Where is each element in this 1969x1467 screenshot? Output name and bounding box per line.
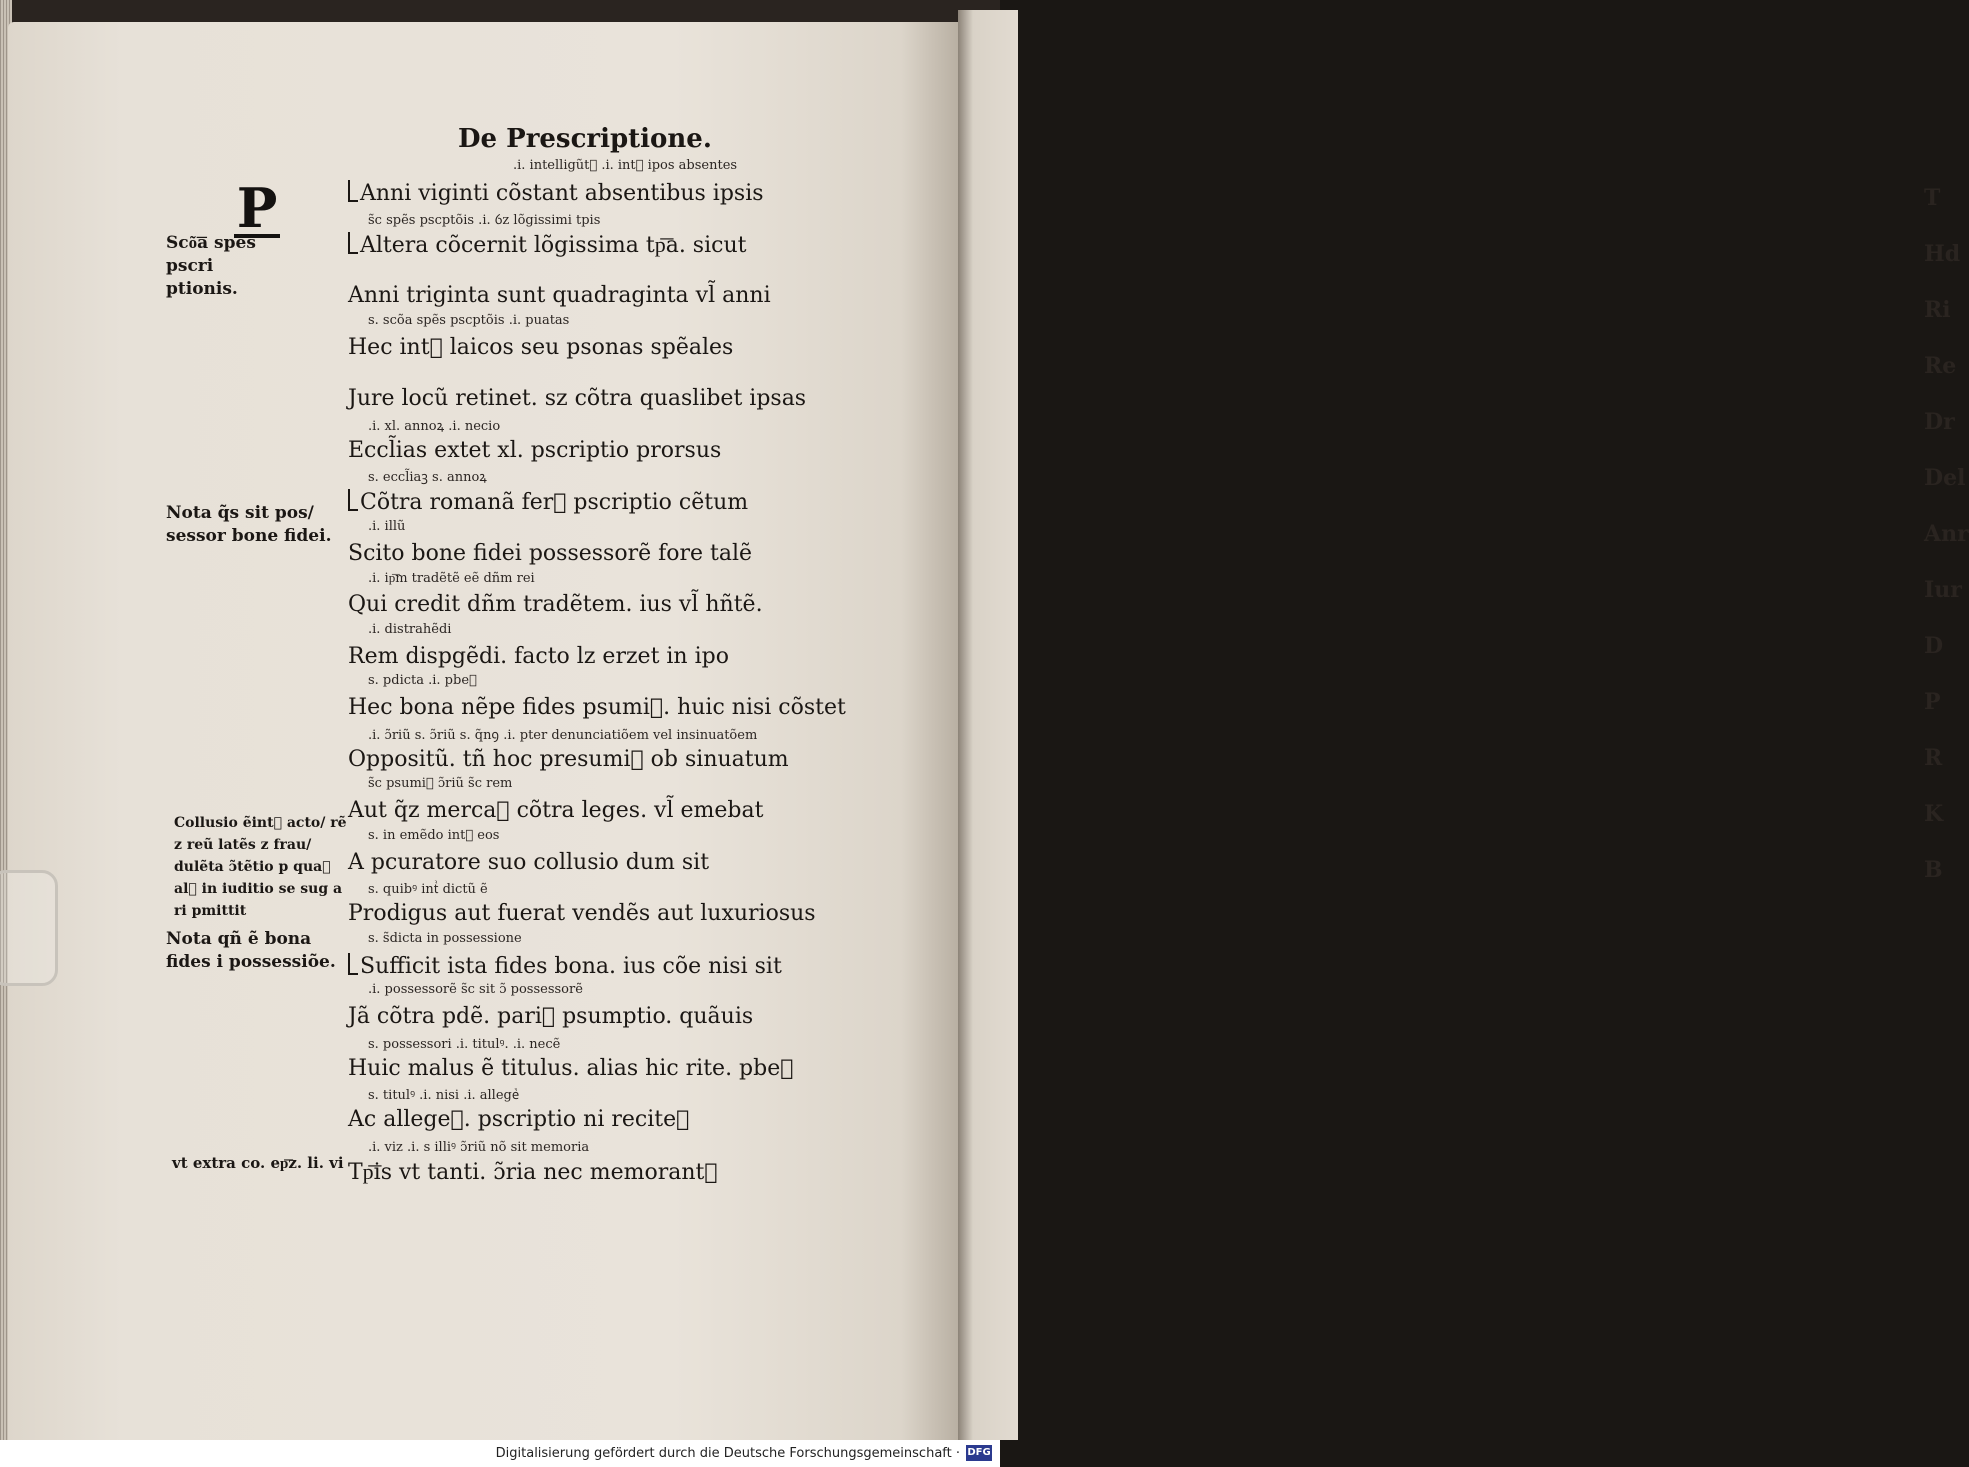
verse-text: Jã cõtra pdẽ. pariᷣ psumptio. quãuis	[348, 1004, 754, 1029]
verse-text: Cõtra romanã ferᷣ pscriptio cẽtum	[360, 490, 749, 515]
verse-line	[348, 489, 748, 515]
verse-line	[348, 592, 763, 617]
interlinear-gloss: .i. possessorẽ s̃c sit ɔ̃ possessorẽ	[368, 982, 583, 997]
interlinear-gloss: .i. ɔ̃riũ s. ɔ̃riũ s. q̃nꝯ .i. pter denunciatiõem vel insinuatõem	[368, 727, 758, 743]
margin-note: vt extra co. ep͞z. li. vi	[172, 1154, 344, 1172]
verse-text: Huic malus ẽ titulus. alias hic rite. pbeᷣ	[348, 1055, 794, 1081]
verse-text: Rem dispgẽdi. facto lz erzet in ipo	[348, 643, 729, 669]
verse-text: Altera cõcernit lõgissima tp͞a. sicut	[360, 232, 747, 258]
interlinear-gloss: s. scõa spẽs pscptõis .i. puatas	[368, 312, 570, 328]
verse-text: Jure locũ retinet. sz cõtra quaslibet ipsas	[348, 386, 807, 411]
interlinear-gloss: s. s̃dicta in possessione	[368, 930, 522, 946]
interlinear-gloss: s̃c spẽs pscptõis .i. ỽz lõgissimi tpis	[368, 212, 601, 228]
interlinear-gloss: .i. xl. annoꝝ .i. necio	[368, 418, 501, 434]
page-clip	[0, 870, 58, 986]
verse-line	[348, 335, 733, 360]
facing-page-text: T Hd Ri Re Dr Del Anr Iur D P R K B	[1924, 185, 1969, 883]
verse-text: Anni triginta sunt quadraginta vl̃ anni	[348, 283, 771, 308]
interlinear-gloss: s. titulꝰ .i. nisi .i. allegeᷣ	[368, 1088, 520, 1103]
footer-text: Digitalisierung gefördert durch die Deutsche Forschungsgemeinschaft ·	[495, 1446, 960, 1461]
verse-text: Aut q̃z mercaᷣ cõtra leges. vl̃ emebat	[348, 798, 764, 823]
interlinear-gloss: .i. intelligũtᷣ .i. intᷣ ipos absentes	[513, 158, 738, 173]
verse-text: A pcuratore suo collusio dum sit	[348, 849, 710, 875]
verse-line	[348, 438, 721, 463]
page-header: De Prescriptione.	[458, 124, 712, 154]
verse-line	[348, 798, 763, 823]
interlinear-gloss: .i. illũ	[368, 518, 406, 534]
footer-bar	[0, 1440, 1000, 1467]
verse-line	[348, 386, 806, 411]
verse-bracket	[348, 232, 358, 254]
verse-text: Ac allegeᷣ. pscriptio ni reciteᷣ	[348, 1107, 690, 1132]
interlinear-gloss: s. possessori .i. titulꝰ. .i. necẽ	[368, 1036, 561, 1052]
verse-text: Anni viginti cõstant absentibus ipsis	[360, 181, 764, 206]
verse-line	[348, 695, 846, 720]
margin-note: Nota qñ ẽ bona fides i possessiõe.	[166, 929, 336, 972]
verse-line	[348, 180, 764, 206]
dfg-logo: DFG	[966, 1445, 992, 1461]
verse-line	[348, 283, 771, 308]
verse-text: Prodigus aut fuerat vendẽs aut luxuriosus	[348, 901, 816, 926]
interlinear-gloss: .i. viz .i. s illiꝰ ɔ̃riũ nõ sit memoria	[368, 1139, 590, 1155]
verse-bracket	[348, 489, 358, 511]
verse-line	[348, 232, 746, 258]
interlinear-gloss: s. in emẽdo intᷣ eos	[368, 827, 500, 843]
verse-line	[348, 747, 789, 772]
verse-text: Hec intᷣ laicos seu psonas spẽales	[348, 334, 734, 360]
verse-line	[348, 850, 709, 875]
verse-text: Sufficit ista fides bona. ius cõe nisi sit	[360, 953, 782, 979]
verse-line	[348, 1107, 689, 1132]
interlinear-gloss: .i. ip͞m tradẽtẽ eẽ dñm rei	[368, 571, 535, 586]
book-page	[8, 22, 958, 1440]
verse-bracket	[348, 953, 358, 975]
initial-letter: P	[234, 182, 280, 238]
verse-text: Qui credit dñm tradẽtem. ius vl̃ hñtẽ.	[348, 592, 763, 617]
interlinear-gloss: s. quibꝰ intᷣ dictũ ẽ	[368, 882, 488, 897]
interlinear-gloss: .i. distrahẽdi	[368, 621, 452, 637]
interlinear-gloss: s. pdicta .i. pbeᷣ	[368, 673, 477, 688]
verse-text: Oppositũ. tñ hoc presumiᷣ ob sinuatum	[348, 746, 789, 772]
verse-line	[348, 541, 752, 566]
verse-text: Hec bona nẽpe fides psumiᷣ. huic nisi cõstet	[348, 695, 846, 720]
verse-line	[348, 1056, 793, 1081]
verse-text: Tp͞is vt tanti. ɔ̃ria nec memorantᷣ	[348, 1159, 718, 1185]
verse-line	[348, 1004, 753, 1029]
verse-bracket	[348, 180, 358, 202]
facing-page-edge	[958, 10, 1969, 1440]
verse-line	[348, 901, 816, 926]
interlinear-gloss: s. eccl̃iaꝫ s. annoꝝ	[368, 470, 487, 485]
verse-line	[348, 644, 729, 669]
interlinear-gloss: s̃c psumiᷣ ɔ̃riũ s̃c rem	[368, 776, 513, 791]
verse-line	[348, 953, 782, 979]
margin-note: Nota q̃s sit pos/ sessor bone fidei.	[166, 503, 332, 546]
verse-text: Eccl̃ias extet xl. pscriptio prorsus	[348, 437, 722, 463]
verse-line	[348, 1159, 718, 1185]
margin-note: Collusio ẽintᷣ acto/ rẽ z reũ latẽs z frau/ dulẽta ɔ̃tẽtio p quaꝫ alᷣ in iuditio se sug a ri pmittit	[174, 815, 347, 919]
margin-note: Scõ͞a spẽs pscri ptionis.	[166, 233, 256, 299]
verse-text: Scito bone fidei possessorẽ fore talẽ	[348, 540, 753, 566]
